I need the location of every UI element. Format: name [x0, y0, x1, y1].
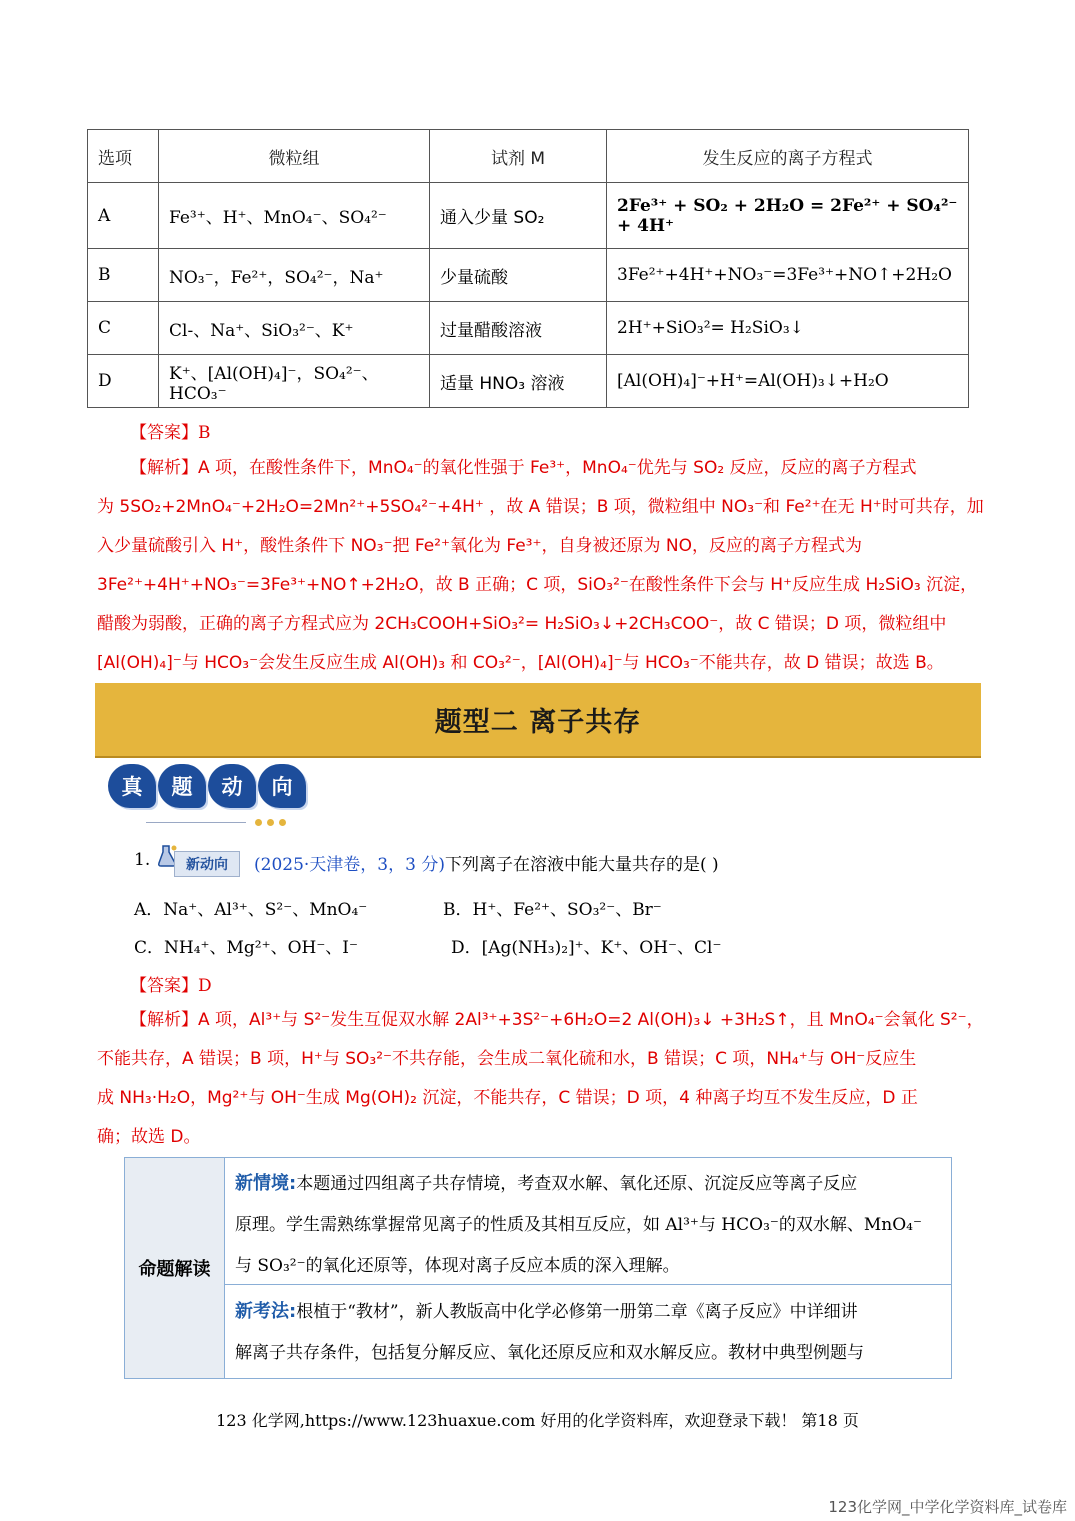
- row-option: A: [88, 183, 159, 249]
- heading-char: 向: [258, 764, 306, 808]
- answer-value: D: [198, 976, 212, 996]
- analysis-line: 为 5SO₂+2MnO₄⁻+2H₂O=2Mn²⁺+5SO₄²⁻+4H⁺ ，故 A 错误；B 项，微粒组中 NO₃⁻和 Fe²⁺在无 H⁺时可共存，加: [97, 497, 984, 517]
- new-context-line: 与 SO₃²⁻的氧化还原等，体现对离子反应本质的深入理解。: [235, 1256, 680, 1276]
- row-reagent: 适量 HNO₃ 溶液: [430, 355, 607, 408]
- answer-label: 【答案】: [130, 976, 198, 996]
- table-header-row: [88, 130, 969, 183]
- heading-underline: [146, 822, 246, 823]
- heading-char: 动: [208, 764, 256, 808]
- analysis-label: 【解析】: [130, 1010, 198, 1030]
- analysis-line: 醋酸为弱酸，正确的离子方程式应为 2CH₃COOH+SiO₃²= H₂SiO₃↓+2CH₃COO⁻，故 C 错误；D 项，微粒组中: [97, 614, 947, 634]
- row-ions: K⁺、[Al(OH)₄]⁻，SO₄²⁻、HCO₃⁻: [159, 355, 430, 408]
- row-ions: Fe³⁺、H⁺、MnO₄⁻、SO₄²⁻: [159, 183, 430, 249]
- answer-label: 【答案】: [130, 423, 198, 443]
- analysis-line: A 项，Al³⁺与 S²⁻发生互促双水解 2Al³⁺+3S²⁻+6H₂O=2 Al(OH)₃↓ +3H₂S↑，且 MnO₄⁻会氧化 S²⁻，: [198, 1010, 984, 1030]
- interpretation-box: [124, 1157, 952, 1379]
- row-equation: 3Fe²⁺+4H⁺+NO₃⁻=3Fe³⁺+NO↑+2H₂O: [607, 249, 969, 302]
- analysis-line: 入少量硫酸引入 H⁺，酸性条件下 NO₃⁻把 Fe²⁺氧化为 Fe³⁺，自身被还原为 NO，反应的离子方程式为: [97, 536, 862, 556]
- question-number: 1.: [134, 850, 151, 870]
- new-method-line: 解离子共存条件，包括复分解反应、氧化还原反应和双水解反应。教材中典型例题与: [235, 1343, 864, 1363]
- table-row: [88, 302, 969, 355]
- table-row: [88, 355, 969, 408]
- header-equation: 发生反应的离子方程式: [607, 130, 969, 183]
- answer-1: [130, 418, 211, 443]
- analysis-2: [97, 1001, 984, 1157]
- heading-dots: [255, 819, 286, 826]
- page-footer: 123 化学网,https://www.123huaxue.com 好用的化学资料库，欢迎登录下载！ 第18 页: [216, 1411, 859, 1430]
- row-option: B: [88, 249, 159, 302]
- badge-label: 新动向: [174, 851, 240, 877]
- row-reagent: 通入少量 SO₂: [430, 183, 607, 249]
- row-equation: [Al(OH)₄]⁻+H⁺=Al(OH)₃↓+H₂O: [607, 355, 969, 408]
- header-reagent: 试剂 M: [430, 130, 607, 183]
- analysis-1: [97, 449, 984, 683]
- row-equation: 2H⁺+SiO₃²= H₂SiO₃↓: [607, 302, 969, 355]
- row-ions: Cl-、Na⁺、SiO₃²⁻、K⁺: [159, 302, 430, 355]
- analysis-line: 不能共存，A 错误；B 项，H⁺与 SO₃²⁻不共存能，会生成二氧化硫和水，B 错误；C 项，NH₄⁺与 OH⁻反应生: [97, 1049, 917, 1069]
- analysis-line: 成 NH₃·H₂O，Mg²⁺与 OH⁻生成 Mg(OH)₂ 沉淀，不能共存，C 错误；D 项，4 种离子均互不发生反应，D 正: [97, 1088, 918, 1108]
- section-title: 题型二 离子共存: [434, 707, 642, 738]
- row-reagent: 少量硫酸: [430, 249, 607, 302]
- header-particles: 微粒组: [159, 130, 430, 183]
- new-method-cell: [225, 1286, 951, 1378]
- row-equation: 2Fe³⁺ + SO₂ + 2H₂O = 2Fe²⁺ + SO₄²⁻ + 4H⁺: [607, 183, 969, 249]
- answer-value: B: [198, 423, 211, 443]
- row-reagent: 过量醋酸溶液: [430, 302, 607, 355]
- heading-char: 真: [108, 764, 156, 808]
- table-row: [88, 183, 969, 249]
- new-method-line: 根植于“教材”，新人教版高中化学必修第一册第二章《离子反应》中详细讲: [296, 1302, 858, 1322]
- watermark: 123化学网_中学化学资料库_试卷库: [828, 1498, 1067, 1516]
- new-trend-badge: [154, 843, 240, 877]
- heading-char: 题: [158, 764, 206, 808]
- row-option: D: [88, 355, 159, 408]
- zhenti-dongxiang-heading: [108, 764, 306, 808]
- question-text: 下列离子在溶液中能大量共存的是( ): [444, 855, 719, 875]
- interpretation-label: 命题解读: [125, 1158, 225, 1378]
- option-c: C．NH₄⁺、Mg²⁺、OH⁻、I⁻: [134, 938, 358, 958]
- analysis-label: 【解析】: [130, 458, 198, 478]
- options-table: [87, 129, 969, 408]
- table-row: [88, 249, 969, 302]
- option-b: B．H⁺、Fe²⁺、SO₃²⁻、Br⁻: [443, 900, 662, 920]
- new-context-cell: [225, 1158, 951, 1285]
- question-stem: [254, 850, 719, 875]
- analysis-line: [Al(OH)₄]⁻与 HCO₃⁻会发生反应生成 Al(OH)₃ 和 CO₃²⁻，[Al(OH)₄]⁻与 HCO₃⁻不能共存，故 D 错误；故选 B。: [97, 653, 944, 673]
- analysis-line: A 项，在酸性条件下，MnO₄⁻的氧化性强于 Fe³⁺，MnO₄⁻优先与 SO₂ 反应，反应的离子方程式: [198, 458, 917, 478]
- new-context-title: 新情境:: [235, 1173, 297, 1194]
- section-banner: [95, 683, 981, 758]
- analysis-line: 3Fe²⁺+4H⁺+NO₃⁻=3Fe³⁺+NO↑+2H₂O，故 B 正确；C 项，SiO₃²⁻在酸性条件下会与 H⁺反应生成 H₂SiO₃ 沉淀，: [97, 575, 978, 595]
- question-source: (2025·天津卷，3，3 分): [254, 855, 445, 875]
- new-context-line: 原理。学生需熟练掌握常见离子的性质及其相互反应，如 Al³⁺与 HCO₃⁻的双水解、MnO₄⁻: [235, 1215, 922, 1235]
- new-context-line: 本题通过四组离子共存情境，考查双水解、氧化还原、沉淀反应等离子反应: [296, 1174, 858, 1194]
- header-option: 选项: [88, 130, 159, 183]
- answer-2: [130, 971, 212, 996]
- option-a: A．Na⁺、Al³⁺、S²⁻、MnO₄⁻: [134, 900, 368, 920]
- option-d: D．[Ag(NH₃)₂]⁺、K⁺、OH⁻、Cl⁻: [451, 938, 722, 958]
- new-method-title: 新考法:: [235, 1301, 297, 1322]
- analysis-line: 确；故选 D。: [97, 1127, 201, 1147]
- row-option: C: [88, 302, 159, 355]
- row-ions: NO₃⁻，Fe²⁺，SO₄²⁻，Na⁺: [159, 249, 430, 302]
